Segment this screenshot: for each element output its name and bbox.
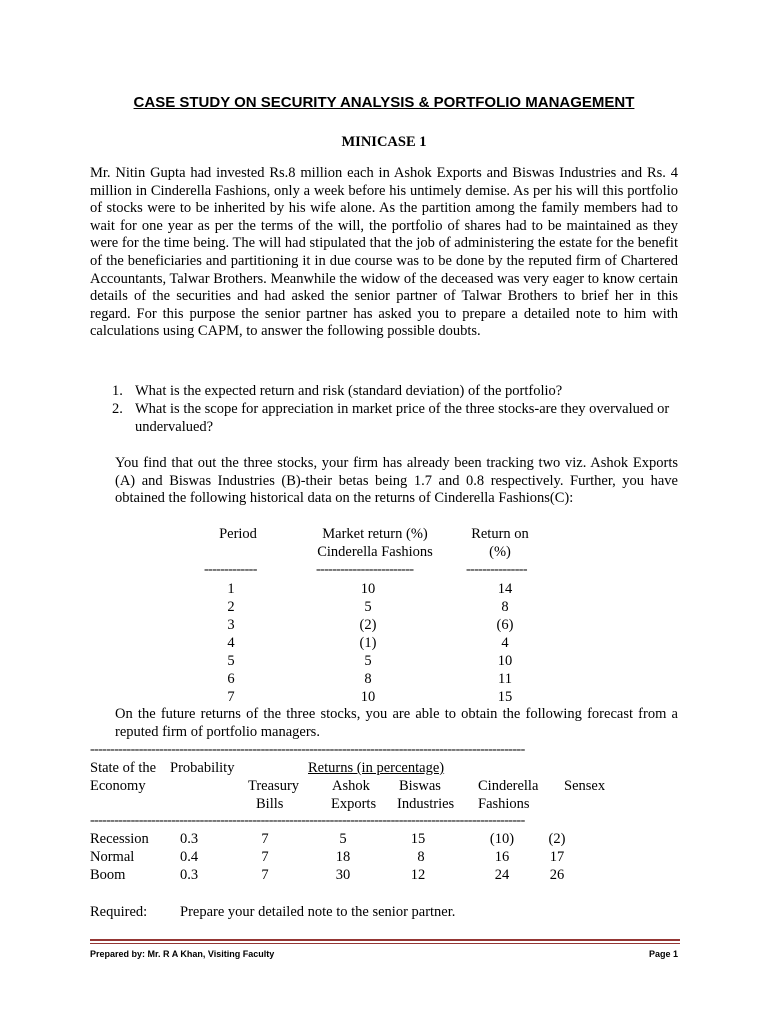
forecast-row-3-state: Boom bbox=[90, 867, 126, 883]
forecast-header-returns: Returns (in percentage) bbox=[308, 760, 445, 776]
forecast-row-2-sensex: 17 bbox=[549, 849, 565, 865]
forecast-header-state-line1: State of the bbox=[90, 760, 157, 776]
hist-row-1-period: 1 bbox=[227, 581, 235, 597]
hist-row-6-return: 11 bbox=[498, 671, 512, 687]
hist-row-4-return: 4 bbox=[501, 635, 509, 651]
forecast-header-cinderella-line2: Fashions bbox=[478, 796, 530, 812]
page-title: CASE STUDY ON SECURITY ANALYSIS & PORTFOLIO MANAGEMENT bbox=[133, 94, 635, 111]
hist-row-5-market: 5 bbox=[364, 653, 372, 669]
forecast-row-2-probability: 0.4 bbox=[180, 849, 199, 865]
required-label: Required: bbox=[90, 904, 148, 920]
forecast-header-treasury-line1: Treasury bbox=[248, 778, 300, 794]
forecast-row-1-treasury: 7 bbox=[261, 831, 269, 847]
forecast-row-1-state: Recession bbox=[90, 831, 149, 847]
intro-paragraph: Mr. Nitin Gupta had invested Rs.8 million each in Ashok Exports and Biswas Industries and Rs. 4 million in Cinderella Fashions, only a week before his untimely demise. As per his will this portfolio of stocks were to be inherited by his wife alone. As the partition among the family members had to wait for one year as per the terms of the will, the portfolio of shares had to be maintained as they were for the time being. The will had stipulated that the job of administering the estate for the benefit of the beneficiaries and partitioning it in due course was to be done by the reputed firm of Chartered Accountants, Talwar Brothers. Meanwhile the widow of the deceased was very eager to know certain details of the securities and had asked the senior partner of Talwar Brothers to brief her in this regard. For this purpose the senior partner has asked you to prepare a detailed note to him with calculations using CAPM, to answer the following possible doubts. bbox=[90, 165, 678, 340]
question-2-number: 2. bbox=[112, 401, 123, 417]
hist-row-6-period: 6 bbox=[227, 671, 235, 687]
minicase-heading: MINICASE 1 bbox=[341, 134, 427, 150]
forecast-row-2-cinderella: 16 bbox=[494, 849, 510, 865]
hist-row-7-return: 15 bbox=[497, 689, 513, 705]
forecast-row-3-treasury: 7 bbox=[261, 867, 269, 883]
forecast-header-treasury-line2: Bills bbox=[256, 796, 284, 812]
footer-prepared-by: Prepared by: Mr. R A Khan, Visiting Faculty bbox=[90, 949, 275, 959]
hist-divider-return: --------------- bbox=[466, 562, 527, 577]
tracking-paragraph: You find that out the three stocks, your firm has already been tracking two viz. Ashok Exports (A) and Biswas Industries (B)-their betas being 1.7 and 0.8 respectively. Further, you have obtained the following historical data on the returns of Cinderella Fashions(C): bbox=[115, 455, 678, 507]
hist-row-4-market: (1) bbox=[359, 635, 377, 651]
hist-row-4-period: 4 bbox=[227, 635, 235, 651]
hist-row-2-period: 2 bbox=[227, 599, 235, 615]
forecast-row-3-cinderella: 24 bbox=[494, 867, 510, 883]
hist-header-market-line1: Market return (%) bbox=[322, 526, 428, 542]
forecast-row-3-sensex: 26 bbox=[549, 867, 565, 883]
hist-row-5-period: 5 bbox=[227, 653, 235, 669]
footer-rule-thin bbox=[90, 943, 680, 944]
forecast-header-state-line2: Economy bbox=[90, 778, 146, 794]
forecast-header-sensex: Sensex bbox=[564, 778, 606, 794]
forecast-row-3-ashok: 30 bbox=[335, 867, 351, 883]
hist-header-return-line1: Return on bbox=[471, 526, 529, 542]
hist-header-return-line2: (%) bbox=[489, 544, 511, 560]
forecast-row-2-treasury: 7 bbox=[261, 849, 269, 865]
question-2-text: What is the scope for appreciation in market price of the three stocks-are they overvalued or undervalued? bbox=[135, 401, 670, 435]
forecast-header-cinderella-line1: Cinderella bbox=[478, 778, 539, 794]
forecast-row-3-biswas: 12 bbox=[410, 867, 426, 883]
hist-row-7-market: 10 bbox=[360, 689, 376, 705]
hist-row-6-market: 8 bbox=[364, 671, 372, 687]
hist-row-1-market: 10 bbox=[360, 581, 376, 597]
hist-row-3-market: (2) bbox=[359, 617, 377, 633]
forecast-divider-top: ----------------------------------------------------------------------------------------------------------- bbox=[90, 742, 525, 757]
question-1-text: What is the expected return and risk (standard deviation) of the portfolio? bbox=[135, 383, 563, 399]
forecast-header-ashok-line2: Exports bbox=[331, 796, 377, 812]
footer-page-number: Page 1 bbox=[648, 949, 678, 959]
forecast-row-3-probability: 0.3 bbox=[180, 867, 199, 883]
forecast-header-biswas-line2: Industries bbox=[397, 796, 455, 812]
hist-header-market-line2: Cinderella Fashions bbox=[317, 544, 433, 560]
forecast-row-2-state: Normal bbox=[90, 849, 135, 865]
hist-row-5-return: 10 bbox=[497, 653, 513, 669]
forecast-header-biswas-line1: Biswas bbox=[399, 778, 441, 794]
hist-row-7-period: 7 bbox=[227, 689, 235, 705]
forecast-row-2-ashok: 18 bbox=[335, 849, 351, 865]
forecast-header-ashok-line1: Ashok bbox=[332, 778, 370, 794]
hist-row-3-return: (6) bbox=[496, 617, 514, 633]
forecast-row-2-biswas: 8 bbox=[417, 849, 425, 865]
hist-row-1-return: 14 bbox=[497, 581, 513, 597]
forecast-row-1-cinderella: (10) bbox=[489, 831, 515, 847]
hist-row-2-return: 8 bbox=[501, 599, 509, 615]
question-1-number: 1. bbox=[112, 383, 123, 399]
footer-rule-thick bbox=[90, 939, 680, 941]
required-text: Prepare your detailed note to the senior partner. bbox=[180, 904, 456, 920]
forecast-row-1-ashok: 5 bbox=[339, 831, 347, 847]
hist-row-3-period: 3 bbox=[227, 617, 235, 633]
forecast-row-1-sensex: (2) bbox=[548, 831, 566, 847]
forecast-paragraph: On the future returns of the three stocks, you are able to obtain the following forecast from a reputed firm of portfolio managers. bbox=[115, 706, 678, 740]
hist-row-2-market: 5 bbox=[364, 599, 372, 615]
hist-divider-period: ------------- bbox=[204, 562, 257, 577]
forecast-header-probability: Probability bbox=[170, 760, 235, 776]
hist-header-period: Period bbox=[219, 526, 257, 542]
forecast-row-1-probability: 0.3 bbox=[180, 831, 199, 847]
forecast-row-1-biswas: 15 bbox=[410, 831, 426, 847]
hist-divider-market: ------------------------ bbox=[316, 562, 414, 577]
forecast-divider-bottom: ----------------------------------------------------------------------------------------------------------- bbox=[90, 813, 525, 828]
